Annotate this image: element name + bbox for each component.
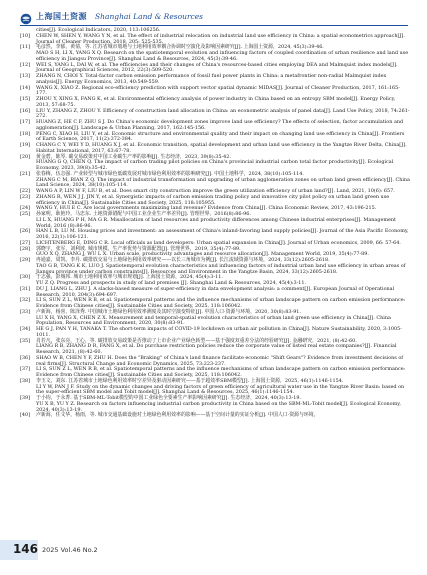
reference-number: [16] [20,107,31,114]
reference-number: [15] [20,96,31,102]
page-number: 146 [12,542,38,556]
reference-number: [13] [20,73,31,79]
reference-number: [17] [20,119,31,125]
journal-title-en: Shanghai Land & Resources [95,11,204,21]
reference-number: [40] [20,412,31,419]
reference-number: [19] [20,142,31,148]
reference-text: WANG Y, HUI E C. Are local governments maximizing land revenue? Evidence from China[J]. China Economic Review, 2017, 43:196-215. [36,205,377,212]
reference-text: ZHANG R, WEN J J, JIN Y, et al. Synergistic impacts of carbon emission trading policy and innovative city pilot policy on urban land green use efficiency in China[J]. Sustainable Cities and Society, 2025, 118:105955. [36,193,390,206]
reference-number: [25] [20,211,31,217]
reference-text: HUANG G Q, CHEN Q. The impact of carbon trading pilot policies on China's provincial industrial carbon total factor productivity[J]. Ecological Economy, 2023, 39(8):35-42. [36,159,394,171]
journal-header [20,9,410,23]
reference-number: [12] [20,61,31,68]
reference-text: 黄金碧，陈琴. 碳交易政策对中国工业碳生产率的影响[J]. 生态经济，2023, 39(8):35-42. [36,153,231,160]
reference-text: HUANG Z, HE C F, ZHU S J. Do China's economic development zones improve land use efficiency? The effects of selection, factor accumulation and agglomeration[J]. Landscape & Urban Planning, 2017, 162:145-156. [36,119,404,131]
reference-text: LI S, SUN Z L, WEN R B, et al. Spatiotemporal patterns and the influence mechanisms of urban landscape pattern on carbon emission performance: Evidence from Chinese cities[J]. Sustainable Cities and Society, 2025, 118:106042. [36,297,406,309]
reference-text: DU J, LIANG L, ZHU J. A slacks-based measure of super-efficiency in data envelopment analysis: a comment[J]. European Journal of Operational Research, 2010, 204(3):694-697. [36,285,395,298]
reference-text: 于志强，彭城邦. 城市土地利用效率与城市规划[J]. 上海国土资源，2024, 45(4):3-11. [36,274,223,281]
reference-text: LI L X, HUANG P H, MA G R. Misallocation of land resources and productivity differences among Chinese industrial enterprises[J]. Management World, 2016 (8):86-96. [36,216,396,229]
reference-text: YU X B, YU Y Z. Research on factors influencing industrial carbon productivity in China based on the SBM-ML-Tobit model[J]. Ecological Economy, 2024, 40(3):13-19. [36,400,401,413]
reference-number: [31] [20,285,31,292]
reference-text: CHEN W, SHEN Y, WANG Y N, et al. The effect of industrial relocation on industrial land use efficiency in China: a spatial econometrics approach[J]. Journal of Cleaner Production, 2018, 205: 525-535. [36,32,405,45]
reference-number: [29] [20,257,31,263]
reference-text: SHAO W B, CHEN Y F, ZHU H. Does the "Braking" of China's land finance facilitate economic "Shift Gears"? Evidence from investment decisions of real firms[J]. Structural Change and Economic Dynamics, 2025, 73:223-237. [36,354,404,367]
reference-text: MAO S H, LI X, YANG X Q. Research on the spatiotemporal evolution and influencing factors of coupled coordination of urban resilience and land use efficiency in Jiangsu Province[J]. Shanghai Land & Resources, 2024, 45(3):39-46. [36,50,409,62]
volume-info: 2025 Vol.46 No.2 [42,546,98,554]
reference-list [20,28,410,419]
reference-text: WANG A P, LIN W F, LIU B, et al. Does smart city construction improve the green utilization efficiency of urban land?[J]. Land, 2021, 10(6): 657. [36,188,395,194]
reference-number: [38] [20,377,31,384]
reference-number: [14] [20,84,31,91]
reference-text: ZHANG C M, BIAN Z Q. The impact of industrial transformation and upgrading of urban agglomeration zones on urban land green efficiency[J]. China Land Science, 2024, 38(10):105-114. [36,176,410,189]
reference-number: [23] [20,193,31,200]
reference-text: TAO G B, TANG K K, LUO J. Spatiotemporal evolution characteristics and influencing factors of industrial urban land use efficiency in urban areas of Jiangsu province under carbon constraints[J]. Resources and Environment in the Yangtze Basin, 2024, 33(12):2605-2618. [36,262,406,275]
reference-text: GUO X Q, ZHANG J, WU L X. Urban scale, productivity advantages and resource allocation[J]. Management World, 2019, 35(4):77-89. [36,251,369,258]
page-number-box [0,540,38,560]
reference-number: [27] [20,239,31,246]
reference-number: [22] [20,188,31,194]
reference-number: [18] [20,130,31,137]
reference-number: [11] [20,44,31,51]
reference-text: LI Y W, PAN J F. Study on the dynamic changes and driving factors of green efficiency of agricultural water use in the Yangtze River Basin: based on the super-efficient SBM model and Tobit model[J]. Shanghai Land & Resources, 2025, 46(1):1146-1154. [36,383,405,396]
reference-text: 卢新海，任文华，杨雨，等. 城市交通基础设施对土地绿色利用效率的影响——基于空间计量的实证分析[J]. 中国人口·资源与环境， [36,412,319,419]
page-footer [0,540,427,560]
reference-number: [21] [20,170,31,177]
reference-text: 冉通嘉，周凯，李丹. 碳排放交易与土地绿色利用效率研究——以长三角城市为例[J]. 长江流域资源与环境，2024, 33(12):2605-2618. [36,257,330,263]
reference-text: PENG C, XIAO H, LIU Y, et al. Economic structure and environmental quality and their impact on changing land use efficiency in China[J]. Frontiers of Earth Science, 2017, 11(2):372-384. [36,130,405,143]
reference-text: ZHOU Y, XING X, FANG K, et al. Environmental efficiency analysis of power industry in China based on an entropy SBM model[J]. Energy Policy, 2013, 57:68-75. [36,96,396,108]
reference-number: [35] [20,337,31,344]
reference-text: 于小钧，于永菁. 基于SBM-ML-Tobit模型的中国工业绿色全要素生产率影响因素研究[J]. 生态经济，2024, 40(3):13-19. [36,395,302,401]
reference-text: ZHANG N, CHOI Y. Total-factor carbon emission performance of fossil fuel power plants in China: a metafrontier non-radial Malmquist index analysis[J]. Energy Economics, 2013, 40:549-559. [36,73,387,85]
reference-number: [34] [20,326,31,332]
reference-number: [37] [20,366,31,373]
reference-item [20,413,410,419]
reference-number: [30] [20,274,31,281]
globe-logo-icon [20,10,32,22]
reference-number: [39] [20,395,31,401]
reference-number: [33] [20,308,31,315]
reference-text: LICHTENBERG E, DING C R. Local officials as land developers: Urban spatial expansion in China[J]. Journal of Urban economics, 2009, 66: 57-64. [36,239,401,246]
reference-number: [28] [20,245,31,252]
reference-text: LIU Y, ZHANG Z, ZHOU Y. Efficiency of construction land allocation in China: an econometric analysis of panel data[J]. Land Use Policy, 2018, 74:261-272. [36,107,410,120]
reference-text: 肖若凡，张东亮，王心，等. 碳排放交易政策是否推动了上市企业产业绿色转型——基于强度双重差分法的经验研究[J]. 金融研究，2021, (8):42-60. [36,337,357,344]
reference-number: [10] [20,32,31,39]
reference-text: 郭晓宇，张军，刘利坡. 城市规模、生产率优势与资源配置[J]. 管理世界，2019, 35(4):77-89. [36,245,241,252]
reference-text: 张春梅，伍志强. 产业转型与城市绿色低碳发展对城市绿色利用效率的影响研究[J]. 中国土地科学，2024, 38(10):105-114. [36,170,304,177]
reference-text: WANG X, XIAO Z. Regional eco-efficiency prediction with support vector spatial dynamic MIDAS[J]. Journal of Cleaner Production, 2017, 161:165-177. [36,84,400,97]
reference-number: [20] [20,153,31,160]
reference-text: 卢新海，杨喜，陈泽秀. 中国城市土地绿色利用效率测度及其时空演变特征[J]. 中国人口·资源与环境，2020, 30(8):83-91. [36,308,301,315]
header-divider [20,25,408,26]
reference-text: LU X H, YANG X, CHEN Z X. Measurement and temporal-spatial evolution characteristics of urban land green use efficiency in China[J]. China Population, Resources and Environment, 2020, 30(8):83-91. [36,314,391,327]
reference-number: [32] [20,297,31,304]
reference-number: [26] [20,228,31,235]
reference-text: cities[J]. Ecological Indicators, 2020, 113:106256. [36,27,161,33]
reference-number: [36] [20,354,31,361]
reference-text: 孙家明，耿艳玲，马忠东. 土地资源错配与中国工业企业生产率差异[J]. 管理世界，2016(8):86-96. [36,211,251,217]
reference-text: 李玉文，刘东. 江苏省城市土地绿色利用效率时空差异及驱动因素研究——基于超效率SBM模型[J]. 上海国土资源，2025, 46(1):1146-1154. [36,377,344,384]
reference-number: [24] [20,205,31,212]
journal-title-cn: 上海国土资源 [36,11,87,21]
reference-text: LI S, SUN Z L, WEN R B, et al. Spatiotemporal patterns and the influence mechanisms of urban landscape pattern on carbon emission performance: Evidence from Chinese cities[J]. Sustainable Cities and Society, 2025, 118:106042. [36,366,406,378]
reference-text: HAN L B, LU M. Housing prices and investment: an assessment of China's inland-favoring land supply policies[J]. Journal of the Asia Pacific Economy, 2016, 22(1):106-121. [36,228,409,240]
reference-text: CHANG C Y, WEI Y D, HUANG X J, et al. Economic transition, spatial development and urban land use efficiency in the Yangtze River Delta, China[J]. Habitat International, 2017, 63:67-78. [36,142,407,154]
reference-text: LIANG R B, ZHANG D R, FANG X, et al. Do purchase restriction policies reduce the corporate value of listed real estate companies?[J]. Financial Research, 2021, (8):42-60. [36,343,397,355]
reference-text: WEI S, YANG L, DAI W, et al. The efficiencies and their changes of China's resources-based cities employing DEA and Malmquist index models[J]. Journal of Geographical Sciences, 2012, 22(3):509-520. [36,61,398,74]
reference-text: HE G J, PAN Y H, TANAKA T. The short-term impacts of COVID-19 lockdown on urban air pollution in China[J]. Nature Sustainability, 2020, 3:1005-1011. [36,326,402,338]
reference-text: 毛彦然，李郁，黄倩，等. 江苏省城市划地与土地利用效率耦合协调时空演化及影响因素研究[J]. 上海国土资源，2024, 45(3):39-46. [36,44,324,51]
reference-text: YU Z Q. Progress and prospects in study of land premises [J]. Shanghai Land & Resources, 2024, 45(4):3-11. [36,280,307,286]
